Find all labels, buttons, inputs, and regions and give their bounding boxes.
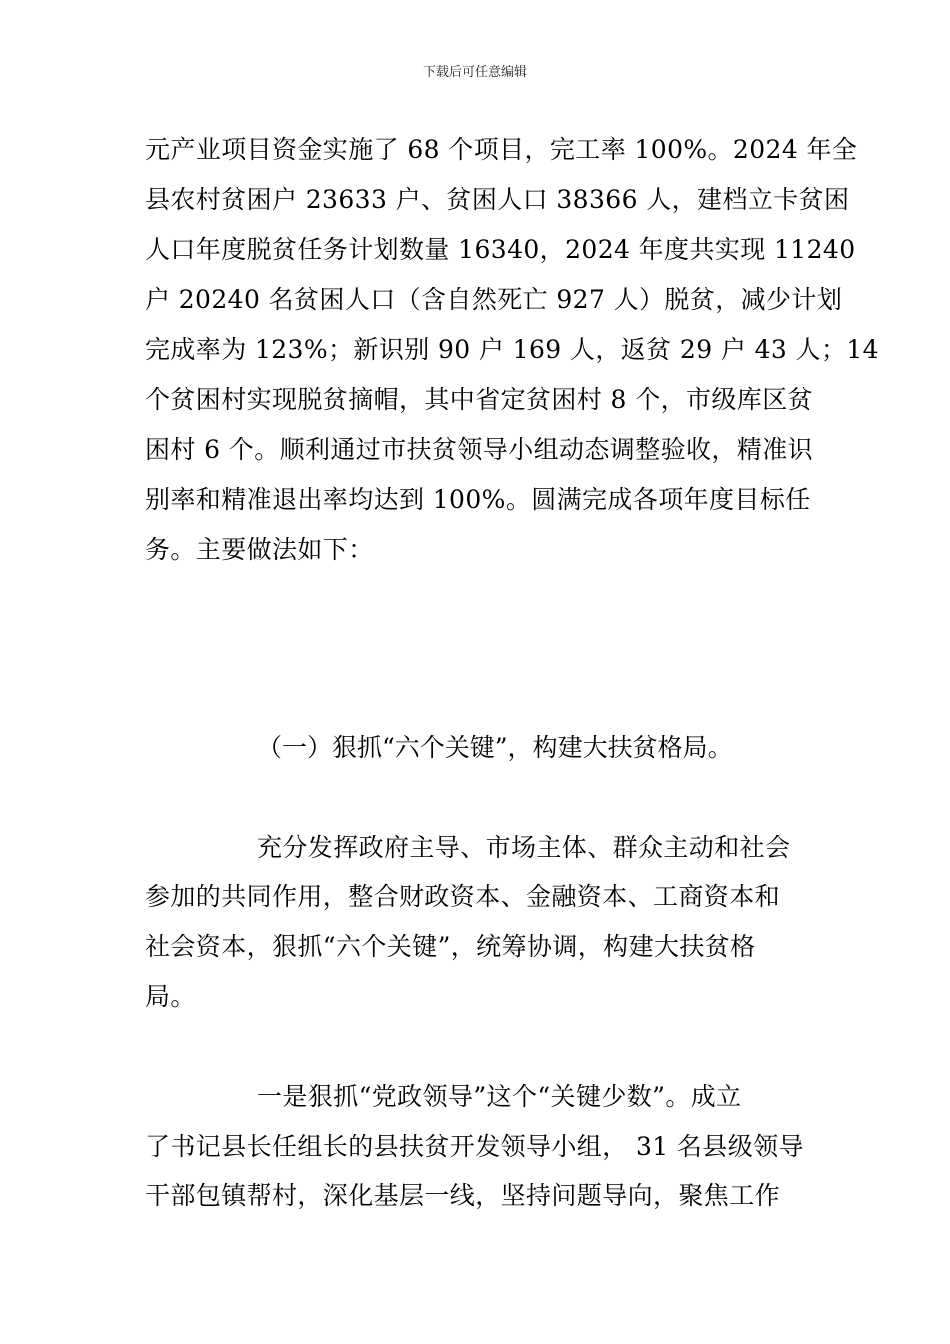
- paragraph-1-line: 个贫困村实现脱贫摘帽，其中省定贫困村 8 个，市级库区贫: [145, 385, 814, 414]
- paragraph-3-line: 一是狠抓“党政领导”这个“关键少数”。成立: [257, 1082, 742, 1111]
- paragraph-1-line: 户 20240 名贫困人口（含自然死亡 927 人）脱贫，减少计划: [145, 285, 843, 314]
- paragraph-2-line: 参加的共同作用，整合财政资本、金融资本、工商资本和: [145, 882, 781, 911]
- paragraph-1-line: 别率和精准退出率均达到 100%。圆满完成各项年度目标任: [145, 485, 811, 514]
- paragraph-1-line: 元产业项目资金实施了 68 个项目，完工率 100%。2024 年全: [145, 135, 858, 164]
- paragraph-2-line: 社会资本，狠抓“六个关键”，统筹协调，构建大扶贫格: [145, 932, 756, 961]
- paragraph-3-line: 干部包镇帮村，深化基层一线，坚持问题导向，聚焦工作: [145, 1181, 781, 1210]
- page-header: 下载后可任意编辑: [422, 65, 527, 80]
- paragraph-1-line: 完成率为 123%；新识别 90 户 169 人，返贫 29 户 43 人；14: [145, 335, 879, 364]
- paragraph-2-line: 局。: [145, 982, 196, 1011]
- paragraph-3-line: 了书记县长任组长的县扶贫开发领导小组， 31 名县级领导: [145, 1132, 804, 1161]
- paragraph-1-line: 县农村贫困户 23633 户、贫困人口 38366 人，建档立卡贫困: [145, 185, 850, 214]
- paragraph-1-line: 务。主要做法如下：: [145, 535, 374, 564]
- paragraph-1-line: 人口年度脱贫任务计划数量 16340，2024 年度共实现 11240: [145, 235, 856, 264]
- paragraph-1-line: 困村 6 个。顺利通过市扶贫领导小组动态调整验收，精准识: [145, 435, 814, 464]
- paragraph-2-line: 充分发挥政府主导、市场主体、群众主动和社会: [257, 833, 791, 862]
- section-heading: （一）狠抓“六个关键”，构建大扶贫格局。: [257, 733, 733, 762]
